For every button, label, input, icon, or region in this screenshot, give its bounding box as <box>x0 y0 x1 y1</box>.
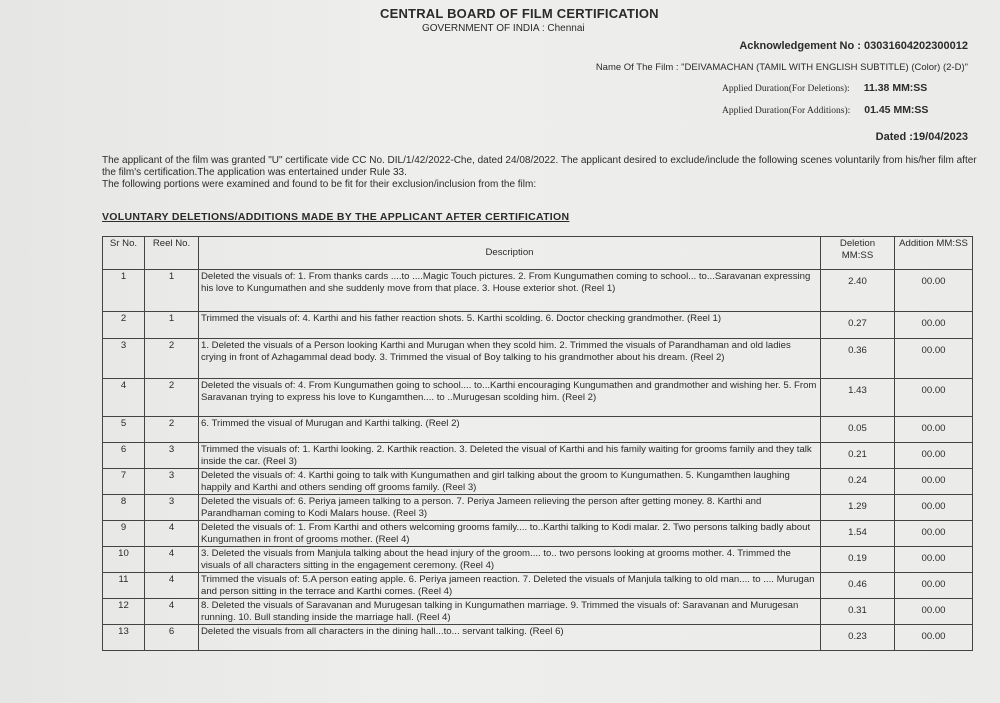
cell-sr-no: 12 <box>103 599 145 625</box>
cell-deletion: 0.19 <box>821 547 895 573</box>
cell-sr-no: 7 <box>103 469 145 495</box>
cell-addition: 00.00 <box>895 625 973 651</box>
cell-addition: 00.00 <box>895 443 973 469</box>
cell-deletion: 1.43 <box>821 379 895 417</box>
film-name: Name Of The Film : "DEIVAMACHAN (TAMIL WITH ENGLISH SUBTITLE) (Color) (2-D)" <box>595 62 968 73</box>
cell-deletion: 0.46 <box>821 573 895 599</box>
deletions-table <box>102 236 973 651</box>
cell-description: Trimmed the visuals of: 5.A person eating apple. 6. Periya jameen reaction. 7. Deleted the visuals of Manjula talking to old man.... to .... Murugan and person sitting in the terrace and Karthi comes. (Reel 4) <box>199 573 821 599</box>
header-sr-no: Sr No. <box>103 237 145 270</box>
header-addition: Addition MM:SS <box>895 237 973 270</box>
cell-addition: 00.00 <box>895 521 973 547</box>
header-description: Description <box>199 237 821 270</box>
cell-description: 1. Deleted the visuals of a Person looking Karthi and Murugan when they scold him. 2. Trimmed the visuals of Parandhaman and old ladies crying in front of Azhagammal dead body. 3. Trimmed the visual of Boy talking to his grandmother about his dream. (Reel 2) <box>199 339 821 379</box>
cell-deletion: 1.54 <box>821 521 895 547</box>
cell-description: Trimmed the visuals of: 4. Karthi and his father reaction shots. 5. Karthi scolding. 6. Doctor checking grandmother. (Reel 1) <box>199 312 821 339</box>
deletions-label: Applied Duration(For Deletions): <box>722 84 850 94</box>
table-row <box>103 417 973 443</box>
additions-duration <box>722 104 928 116</box>
cell-addition: 00.00 <box>895 417 973 443</box>
intro-line-2: The following portions were examined and found to be fit for their exclusion/inclusion from the film: <box>102 179 537 190</box>
cell-reel-no: 1 <box>145 270 199 312</box>
cell-reel-no: 3 <box>145 443 199 469</box>
board-title: CENTRAL BOARD OF FILM CERTIFICATION <box>380 6 659 21</box>
cell-reel-no: 2 <box>145 339 199 379</box>
cell-deletion: 1.29 <box>821 495 895 521</box>
cell-sr-no: 4 <box>103 379 145 417</box>
cell-addition: 00.00 <box>895 312 973 339</box>
cell-sr-no: 6 <box>103 443 145 469</box>
cell-description: Deleted the visuals of: 1. From Karthi and others welcoming grooms family.... to..Karthi talking to Kodi malar. 2. Two persons talking badly about Kungumathen in front of grooms mother. (Reel 4) <box>199 521 821 547</box>
table-row <box>103 379 973 417</box>
cell-reel-no: 4 <box>145 573 199 599</box>
cell-sr-no: 5 <box>103 417 145 443</box>
cell-deletion: 0.31 <box>821 599 895 625</box>
cell-addition: 00.00 <box>895 599 973 625</box>
table-row <box>103 495 973 521</box>
cell-reel-no: 1 <box>145 312 199 339</box>
section-heading: VOLUNTARY DELETIONS/ADDITIONS MADE BY THE APPLICANT AFTER CERTIFICATION <box>102 211 570 223</box>
cell-description: Deleted the visuals of: 6. Periya jameen talking to a person. 7. Periya Jameen relieving the person after getting money. 8. Karthi and Parandhaman coming to Kodi Malars house. (Reel 3) <box>199 495 821 521</box>
cell-reel-no: 2 <box>145 417 199 443</box>
cell-reel-no: 6 <box>145 625 199 651</box>
cell-addition: 00.00 <box>895 379 973 417</box>
table-row <box>103 599 973 625</box>
cell-description: Deleted the visuals from all characters in the dining hall...to... servant talking. (Reel 6) <box>199 625 821 651</box>
cell-sr-no: 2 <box>103 312 145 339</box>
cell-description: Deleted the visuals of: 1. From thanks cards ....to ....Magic Touch pictures. 2. From Kungumathen coming to school... to...Saravanan expressing his love to Kungumathen and she suddenly move from that place. 3. House exterior shot. (Reel 1) <box>199 270 821 312</box>
cell-description: 3. Deleted the visuals from Manjula talking about the head injury of the groom.... to.. two persons looking at grooms mother. 4. Trimmed the visuals of all characters sitting in the engagement ceremony. (Reel 4) <box>199 547 821 573</box>
cell-description: Deleted the visuals of: 4. Karthi going to talk with Kungumathen and girl talking about the groom to Kungumathen. 5. Kungamthen laughing happily and Karthi and others sending off grooms family. (Reel 3) <box>199 469 821 495</box>
cell-description: 8. Deleted the visuals of Saravanan and Murugesan talking in Kungumathen marriage. 9. Trimmed the visuals of: Saravanan and Murugesan running. 10. Bull standing inside the marriage hall. (Reel 4) <box>199 599 821 625</box>
cell-deletion: 2.40 <box>821 270 895 312</box>
table-row <box>103 547 973 573</box>
cell-reel-no: 3 <box>145 495 199 521</box>
cell-reel-no: 4 <box>145 521 199 547</box>
cell-reel-no: 2 <box>145 379 199 417</box>
table-row <box>103 521 973 547</box>
cell-addition: 00.00 <box>895 270 973 312</box>
cell-deletion: 0.24 <box>821 469 895 495</box>
cell-sr-no: 1 <box>103 270 145 312</box>
cell-deletion: 0.23 <box>821 625 895 651</box>
cell-sr-no: 8 <box>103 495 145 521</box>
cell-sr-no: 10 <box>103 547 145 573</box>
cell-deletion: 0.36 <box>821 339 895 379</box>
cell-addition: 00.00 <box>895 573 973 599</box>
table-row <box>103 573 973 599</box>
cell-description: Trimmed the visuals of: 1. Karthi looking. 2. Karthik reaction. 3. Deleted the visual of Karthi and his family waiting for grooms family and they talk inside the car. (Reel 3) <box>199 443 821 469</box>
additions-value: 01.45 MM:SS <box>864 104 929 116</box>
intro-paragraph <box>102 155 982 191</box>
cell-addition: 00.00 <box>895 469 973 495</box>
table-row <box>103 443 973 469</box>
table-row <box>103 312 973 339</box>
cell-reel-no: 4 <box>145 599 199 625</box>
table-row <box>103 270 973 312</box>
additions-label: Applied Duration(For Additions): <box>722 106 851 116</box>
cell-addition: 00.00 <box>895 547 973 573</box>
table-row <box>103 469 973 495</box>
cell-description: Deleted the visuals of: 4. From Kungumathen going to school.... to...Karthi encouraging Kungumathen and grandmother and wishing her. 5. From Saravanan trying to express his love to Kungamthen.... to ..Murugesan scolding him. (Reel 2) <box>199 379 821 417</box>
cell-addition: 00.00 <box>895 495 973 521</box>
cell-deletion: 0.21 <box>821 443 895 469</box>
cell-deletion: 0.05 <box>821 417 895 443</box>
table-row <box>103 339 973 379</box>
dated: Dated :19/04/2023 <box>875 131 968 143</box>
acknowledgement-number: Acknowledgement No : 03031604202300012 <box>739 40 968 52</box>
cell-description: 6. Trimmed the visual of Murugan and Karthi talking. (Reel 2) <box>199 417 821 443</box>
cell-sr-no: 3 <box>103 339 145 379</box>
cell-deletion: 0.27 <box>821 312 895 339</box>
header-reel-no: Reel No. <box>145 237 199 270</box>
cell-addition: 00.00 <box>895 339 973 379</box>
cell-reel-no: 3 <box>145 469 199 495</box>
cell-sr-no: 13 <box>103 625 145 651</box>
cell-reel-no: 4 <box>145 547 199 573</box>
cell-sr-no: 9 <box>103 521 145 547</box>
intro-line-1: The applicant of the film was granted "U" certificate vide CC No. DIL/1/42/2022-Che, dated 24/08/2022. The applicant desired to exclude/include the following scenes voluntarily from his/her film after the film's certification.The application was entertained under Rule 33. <box>102 155 977 178</box>
deletions-value: 11.38 MM:SS <box>863 82 928 94</box>
cell-sr-no: 11 <box>103 573 145 599</box>
table-header-row <box>103 237 973 270</box>
government-subtitle: GOVERNMENT OF INDIA : Chennai <box>422 23 585 34</box>
table-row <box>103 625 973 651</box>
deletions-duration <box>722 82 927 94</box>
header-deletion: Deletion MM:SS <box>821 237 895 270</box>
